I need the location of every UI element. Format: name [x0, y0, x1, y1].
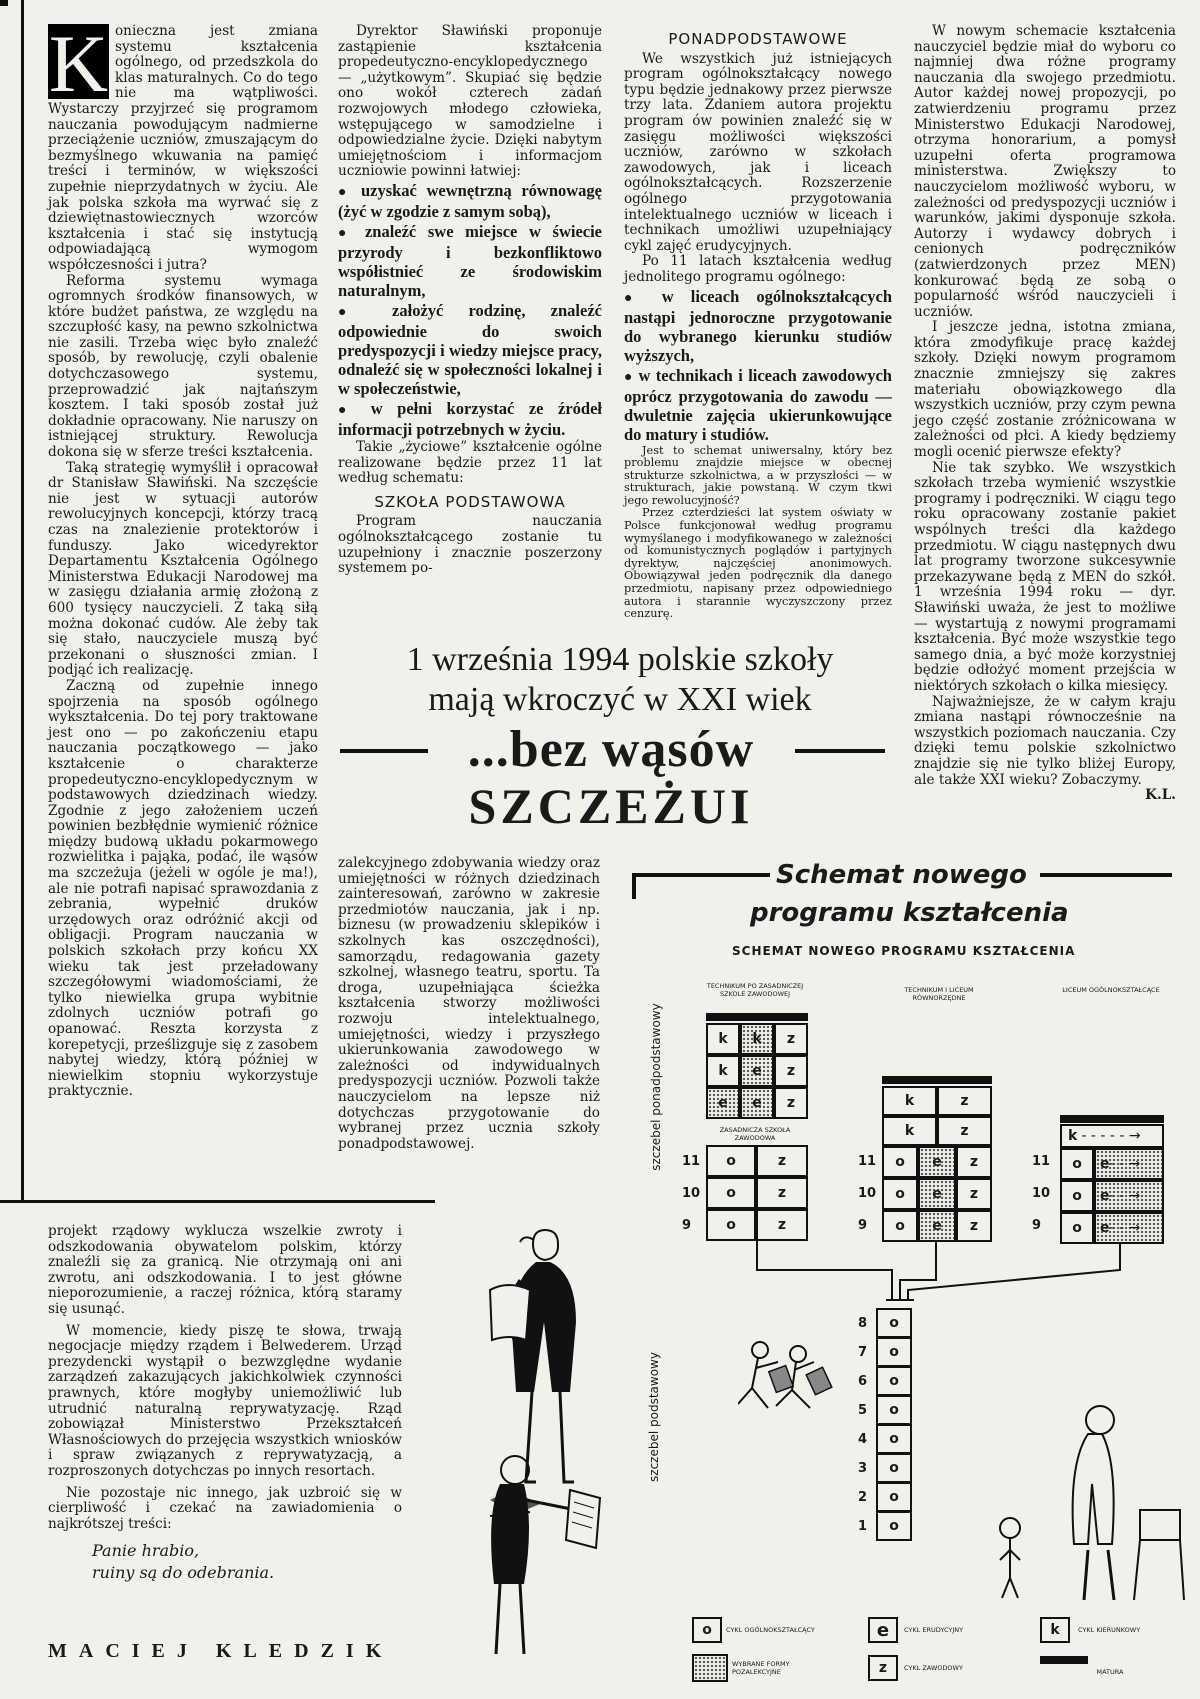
cell-lo-e11	[1094, 1148, 1164, 1180]
cell-primary-7: o	[876, 1337, 912, 1367]
column-4	[914, 24, 1176, 804]
arrow-icon: - - - - - →	[1081, 1128, 1141, 1144]
headline-line-2: mają wkroczyć w XXI wiek	[428, 681, 812, 718]
diagram-title-line-2: programu kształcenia	[750, 898, 1069, 928]
cell-primary-8: o	[876, 1308, 912, 1338]
cartoon-running-kids-illustration	[738, 1330, 838, 1425]
legend-z-label: CYKL ZAWODOWY	[904, 1664, 963, 1672]
column-2	[338, 24, 602, 577]
grade-label-6: 6	[858, 1374, 868, 1389]
col4-paragraph-4: Najważniejsze, że w całym kraju zmiana nastąpi równocześnie na wszystkich poziomach nauczania. Czy dzięki temu polskie szkolnictwo znajdzie się nie tylko bliżej Europy, ale także XXI wieku? Zobaczymy.	[914, 693, 1176, 788]
left-margin-rule	[21, 0, 24, 1200]
cell-lo-e10	[1094, 1180, 1164, 1212]
cell-tl-e9: e	[918, 1210, 956, 1242]
cell-primary-5: o	[876, 1395, 912, 1425]
col2-paragraph-3: Program nauczania ogólnokształcącego zostanie tu uzupełniony i znacznie poszerzony systemem po-	[338, 513, 602, 577]
diagram-left-rule	[632, 873, 636, 899]
cell-tech-z3: z	[774, 1087, 808, 1119]
dropcap-letter: K	[48, 18, 109, 109]
grade-label-10-left: 10	[682, 1186, 701, 1201]
cell-primary-6: o	[876, 1366, 912, 1396]
article-separator	[0, 1200, 435, 1203]
cell-lo-o11: o	[1060, 1148, 1094, 1180]
cell-lo-e11-label: e	[1100, 1156, 1110, 1172]
legend-o-swatch: o	[692, 1617, 722, 1643]
label-technikum-po-zsz: TECHNIKUM PO ZASADNICZEJ SZKOLE ZAWODOWEJ	[706, 982, 804, 998]
cell-tl-z9: z	[956, 1210, 992, 1242]
cartoon-bald-man-illustration	[470, 1440, 620, 1670]
diagram-top-rule-right	[1040, 873, 1172, 877]
col3-bullet-2: ● w technikach i liceach zawodowych oprócz przygotowania do zawodu — dwuletnie zajęcia ukierunkowujące do matury i studiów.	[624, 366, 892, 444]
grade-label-9-left: 9	[682, 1218, 692, 1233]
col2-bullet-4: ● w pełni korzystać ze źródeł informacji potrzebnych w życiu.	[338, 399, 602, 439]
cell-zsz-z11: z	[756, 1145, 808, 1177]
grade-label-7: 7	[858, 1345, 868, 1360]
grade-label-3: 3	[858, 1461, 868, 1476]
legend-e-label: CYKL ERUDYCYJNY	[904, 1626, 964, 1634]
section-heading-primary: SZKOŁA PODSTAWOWA	[374, 492, 566, 511]
cell-lo-o10: o	[1060, 1180, 1094, 1212]
col2-paragraph-1: Dyrektor Sławiński proponuje zastąpienie kształcenia propedeutyczno-encyklopedycznego — „użytkowym”. Skupiać się będzie ono wokół czterech zadań rozwojowych młodego człowieka, wstępującego w samodzielne i odpowiedzialne życie. Dzięki nabytym umiejętnościom i informacjom uczniowie powinni łatwiej:	[338, 23, 602, 180]
col2-bullet-2: ● znaleźć swe miejsce w świecie przyrody i bezkonfliktowo współistnieć ze środowiskim naturalnym,	[338, 222, 602, 300]
cell-tl-o10: o	[882, 1178, 918, 1210]
col2b-paragraph-1: zalekcyjnego zdobywania wiedzy oraz umiejętności w różnych dziedzinach zainteresowań, zarówno w zakresie przedmiotów nauczania, jak i np. biznesu (w prowadzeniu sklepików i szkolnych kas oszczędności), samorządu, redagowania gazety szkolnej, własnego teatru, sportu. Ta droga, uzupełniająca ścieżka kształcenia stworzy możliwości rozwoju intelektualnego, umiejętności, wiedzy i przyszłego ukierunkowania zawodowego w zależności od indywidualnych predyspozycji uczniów. Pozwoli także nauczycielom na lepsze niż dotychczas przygotowanie do wybranej przez ucznia szkoły ponadpodstawowej.	[338, 855, 600, 1152]
cell-tl-o11: o	[882, 1146, 918, 1178]
cell-tl-z10: z	[956, 1178, 992, 1210]
col4-paragraph-1: W nowym schemacie kształcenia nauczyciel będzie miał do wyboru co najmniej dwa różne programy nauczania dla swojego przedmiotu. Autor każdej nowej propozycji, po zatwierdzeniu programu przez Ministerstwo Edukacji Narodowej, otrzyma honorarium, a pomysł uzupełni oferta programowa ministerstwa. Zwiększy to nauczycielom możliwość wyboru, w zależności od predyspozycji uczniów i warunków, jakimi dysponuje szkoła. Autorzy i wydawcy dobrych i cenionych podręczników (zatwierdzonych przez MEN) konkurować będą ze sobą o popularność wśród nauczycieli i uczniów.	[914, 23, 1176, 320]
lower-paragraph-1: projekt rządowy wyklucza wszelkie zwroty i odszkodowania obywatelom polskim, którzy znaleźli się za granicą. Nie otrzymają oni ani zwrotu, ani odszkodowania. I to jest główne nieporozumienie, a raczej różnica, którą staramy się usunąć.	[48, 1223, 402, 1317]
grade-label-2: 2	[858, 1490, 868, 1505]
cell-tech-e3: e	[740, 1087, 774, 1119]
cell-tl-z1: z	[937, 1086, 992, 1116]
column-3	[624, 24, 892, 621]
legend-k-label: CYKL KIERUNKOWY	[1078, 1626, 1141, 1634]
author-byline: MACIEJ KLEDZIK	[48, 1640, 394, 1662]
headline-rule-left	[340, 749, 428, 753]
cell-zsz-o9: o	[706, 1209, 756, 1241]
cell-tech-k2: k	[740, 1023, 774, 1055]
headline-line-1: 1 września 1994 polskie szkoły	[406, 641, 834, 678]
legend-bar-label: MATURA	[1096, 1668, 1124, 1676]
arrow-icon: - - →	[1109, 1220, 1141, 1236]
cell-primary-3: o	[876, 1453, 912, 1483]
diagram-subtitle: SCHEMAT NOWEGO PROGRAMU KSZTAŁCENIA	[732, 944, 1076, 958]
col3-small-paragraph-2: Przez czterdzieści lat system oświaty w Polsce funkcjonował według programu wymyślanego i modyfikowanego w zależności od komunistycznych poglądów i partyjnych dyrektyw, najczęściej anonimowych. Obowiązywał jeden podręcznik dla danego przedmiotu, napisany przez odpowiedniego autora i starannie wyczyszczony przez cenzurę.	[624, 506, 892, 621]
cell-tech-e2: e	[706, 1087, 740, 1119]
label-zasadnicza: ZASADNICZA SZKOŁA ZAWODOWA	[719, 1126, 791, 1142]
diagram-top-rule-left	[632, 873, 770, 877]
cell-tl-o9: o	[882, 1210, 918, 1242]
cell-primary-1: o	[876, 1511, 912, 1541]
tech-matura-bar	[706, 1013, 808, 1021]
col1-paragraph-2: Reforma systemu wymaga ogromnych środków finansowych, w które budżet państwa, ze względu na szczupłość kasy, na pewno szkolnictwa nie zasili. Trzeba więc było znaleźć sposób, by rewolucję, czyli obalenie dotychczasowego systemu, przeprowadzić jak najtańszym kosztem. I taki sposób został już dokładnie opracowany. Nie naruszy on istniejącej struktury. Rewolucja dokona się w sferze treści kształcenia.	[48, 272, 318, 461]
col1-paragraph-4: Zaczną od zupełnie innego spojrzenia na sposób ogólnego wykształcenia. Do tej pory traktowane jest ono — po zakończeniu etapu nauczania początkowego — jako kształcenie o charakterze propedeutyczno-encyklopedycznym w podstawowych dziedzinach wiedzy. Zgodnie z jego założeniem uczeń powinien bezbłędnie wymienić różnice między budową układu pokarmowego rozwielitka i pająka, podać, ile wąsów ma szczeżuja (jeżeli w ogóle je ma!), ale nie potrafi napisać sprawozdania z zebrania, wypełnić druków urzędowych oraz odróżnić akcji od obligacji. Program nauczania w polskich szkołach przy końcu XX wieku tak jest przeładowany szczegółowymi wiadomościami, że tylko niewielka grupa wybitnie zdolnych uczniów potrafi go opanować. Reszta korzysta z korepetycji, prześlizguje się z zasobem nabytej wiedzy, którą później w niewielkim stopniu wykorzystuje praktycznie.	[48, 677, 318, 1100]
cell-zsz-o10: o	[706, 1177, 756, 1209]
col4-paragraph-3: Nie tak szybko. We wszystkich szkołach trzeba wymienić wszystkie programy i podręczniki. W ciągu tego roku opracowany zostanie pakiet wspólnych treści dla każdego przedmiotu. W ciągu następnych dwu lat programy tworzone sukcesywnie przekazywane będą z MEN do szkół. 1 września 1994 roku — dyr. Sławiński uważa, że jest to możliwe — wystartują z nowymi programami kształcenia. Być może wszystkie tego samego dnia, a być może korzystniej będzie odłożyć moment przejścia w niektórych szkołach o kilka miesięcy.	[914, 459, 1176, 694]
cell-tech-k3: k	[706, 1055, 740, 1087]
col3-bullet-1: ● w liceach ogólnokształcących nastąpi jednoroczne przygotowanie do wybranego kierunku studiów wyższych,	[624, 287, 892, 365]
legend-bar-swatch	[1040, 1656, 1088, 1664]
cell-tl-k1: k	[882, 1086, 937, 1116]
legend-z-swatch: z	[868, 1655, 898, 1681]
legend-e-swatch: e	[868, 1617, 898, 1643]
cartoon-teacher-child-illustration	[990, 1400, 1190, 1610]
col4-paragraph-2: I jeszcze jedna, istotna zmiana, która zmodyfikuje pracę każdej szkoły. Dzięki nowym programom znacznie zmniejszy się zakres materiału obowiązkowego dla wszystkich uczniów, przy czym pewna jego część zostanie zróżnicowana w zależności od płci. A kiedy będziemy mogli ocenić pierwsze efekty?	[914, 319, 1176, 461]
headline-rule-right	[795, 749, 885, 753]
cell-primary-4: o	[876, 1424, 912, 1454]
label-liceum: LICEUM OGÓLNOKSZTAŁCĄCE	[1062, 986, 1160, 994]
lower-quote-1: Panie hrabio,	[92, 1541, 200, 1561]
col3-paragraph-1: We wszystkich już istniejących program ogólnokształcący nowego typu będzie jednakowy przez pierwsze trzy lata. Zdaniem autora projektu program ów powinien znaleźć się w zasięgu możliwości większości uczniów, zarówno w szkołach zawodowych, jak i liceach ogólnokształcących. Rozszerzenie ogólnego przygotowania intelektualnego uczniów w liceach i technikach umożliwi uzupełniający cykl zajęć erudycyjnych.	[624, 50, 892, 254]
cell-tech-z2: z	[774, 1055, 808, 1087]
grade-label-11-mid: 11	[858, 1154, 877, 1169]
grade-label-5: 5	[858, 1403, 868, 1418]
legend-dots-swatch	[692, 1654, 728, 1682]
cell-zsz-z10: z	[756, 1177, 808, 1209]
grade-label-1: 1	[858, 1519, 868, 1534]
cell-tl-z11: z	[956, 1146, 992, 1178]
top-corner-mark	[0, 0, 8, 6]
legend-k-swatch: k	[1040, 1617, 1070, 1643]
section-heading-secondary: PONADPODSTAWOWE	[668, 30, 848, 48]
cell-tl-e10: e	[918, 1178, 956, 1210]
col2-paragraph-2: Takie „życiowe” kształcenie ogólne realizowane będzie przez 11 lat według schematu:	[338, 438, 602, 487]
column-2b	[338, 856, 600, 1152]
cell-zsz-z9: z	[756, 1209, 808, 1241]
grade-label-11-right: 11	[1032, 1154, 1051, 1169]
cell-tl-z2: z	[937, 1116, 992, 1146]
arrow-icon: - - →	[1109, 1188, 1141, 1204]
headline-subtitle	[428, 722, 794, 834]
lower-article	[48, 1224, 402, 1584]
cell-lo-k-label: k	[1068, 1128, 1078, 1144]
cell-tl-k2: k	[882, 1116, 937, 1146]
grade-label-11-left: 11	[682, 1154, 701, 1169]
grade-label-10-right: 10	[1032, 1186, 1051, 1201]
cell-lo-o9: o	[1060, 1212, 1094, 1244]
arrow-icon: - - →	[1109, 1156, 1141, 1172]
tl-matura-bar	[882, 1076, 992, 1084]
cell-tech-e1: e	[740, 1055, 774, 1087]
cell-zsz-o11: o	[706, 1145, 756, 1177]
col3-paragraph-2: Po 11 latach kształcenia według jednolitego programu ogólnego:	[624, 253, 892, 285]
col2-bullet-3: ● założyć rodzinę, znaleźć odpowiednie do swoich predyspozycji i wiedzy miejsce pracy, odnaleźć się w społeczności lokalnej i w społeczeństwie,	[338, 301, 602, 398]
legend-dots-label: WYBRANE FORMY POZALEKCYJNE	[732, 1660, 790, 1676]
column-1	[48, 18, 318, 1100]
cell-tech-k1: k	[706, 1023, 740, 1055]
grade-label-8: 8	[858, 1316, 868, 1331]
cell-lo-k	[1060, 1124, 1164, 1148]
lower-quote-2: ruiny są do odebrania.	[92, 1563, 275, 1583]
cell-tl-e11: e	[918, 1146, 956, 1178]
lower-paragraph-3: Nie pozostaje nic innego, jak uzbroić się w cierpliwość i czekać na zawiadomienia o najkrótszej treści:	[48, 1484, 402, 1532]
grade-label-4: 4	[858, 1432, 868, 1447]
axis-label-upper: szczebel ponadpodstawowy	[649, 1003, 663, 1171]
label-technikum-liceum: TECHNIKUM I LICEUM RÓWNORZĘDNE	[904, 986, 974, 1002]
col3-small-paragraph-1: Jest to schemat uniwersalny, który bez problemu znajdzie miejsce w obecnej strukturze szkolnictwa, a w przyszłości — w strukturach, jakie powstaną. W czym tkwi jego rewolucyjność?	[624, 443, 892, 507]
col1-paragraph-1: onieczna jest zmiana systemu kształcenia ogólnego, od przedszkola do klas maturalnych. Co do tego nie ma wątpliwości. Wystarczy przyjrzeć się programom nauczania powodującym nadmierne przeciążenie uczniów, zmuszającym do bezmyślnego wkuwania na pamięć treści i terminów, w większości zupełnie nieprzydatnych w życiu. Ale jak polska szkoła ma wyrwać się z dziewiętnastowiecznych wzorców kształcenia i stać się instytucją odpowiadającą wymogom współczesności i jutra?	[48, 23, 318, 273]
headline-line-3: ...bez wąsów	[467, 721, 755, 778]
headline	[330, 640, 910, 720]
headline-line-4: SZCZEŻUI	[468, 778, 754, 834]
cell-lo-e9-label: e	[1100, 1220, 1110, 1236]
col4-signature: K.L.	[1145, 787, 1176, 804]
grade-label-10-mid: 10	[858, 1186, 877, 1201]
grade-label-9-mid: 9	[858, 1218, 868, 1233]
col2-bullet-1: ● uzyskać wewnętrzną równowagę (żyć w zgodzie z samym sobą),	[338, 181, 602, 221]
diagram-connectors	[600, 1240, 1200, 1312]
lower-paragraph-2: W momencie, kiedy piszę te słowa, trwają negocjacje między rządem i Belwederem. Urząd prezydencki wystąpił o bezwzględne wydanie zarządzeń zakazujących jakichkolwiek czynności prawnych, które mogłyby uniemożliwić lub utrudnić naturalną reprywatyzację. Rząd zobowiązał Ministerstwo Przekształceń Własnościowych do przejęcia wszystkich wniosków i spraw związanych z reprywatyzacją, a rozproszonych dotychczas po innych resortach.	[48, 1322, 402, 1479]
axis-label-lower: szczebel podstawowy	[647, 1352, 661, 1482]
cell-primary-2: o	[876, 1482, 912, 1512]
diagram-title-line-1: Schemat nowego	[776, 860, 1027, 890]
legend-o-label: CYKL OGÓLNOKSZTAŁCĄCY	[726, 1626, 815, 1634]
col1-paragraph-3: Taką strategię wymyślił i opracował dr Stanisław Sławiński. Na szczęście nie jest w sytuacji autorów rewolucyjnych koncepcji, którzy tracą czas na znalezienie protektorów i funduszy. Jako wicedyrektor Departamentu Kształcenia Ogólnego Ministerstwa Edukacji Narodowej ma w zasięgu działania armię złożoną z 600 tysięcy nauczycieli. Z taką siłą można dokonać cudów. Ale żeby tak się stało, nauczyciele muszą być przekonani o słuszności zmian. I podjąć ich realizację.	[48, 459, 318, 679]
cell-tech-z1: z	[774, 1023, 808, 1055]
grade-label-9-right: 9	[1032, 1218, 1042, 1233]
lo-matura-bar	[1060, 1115, 1164, 1123]
cell-lo-e10-label: e	[1100, 1188, 1110, 1204]
